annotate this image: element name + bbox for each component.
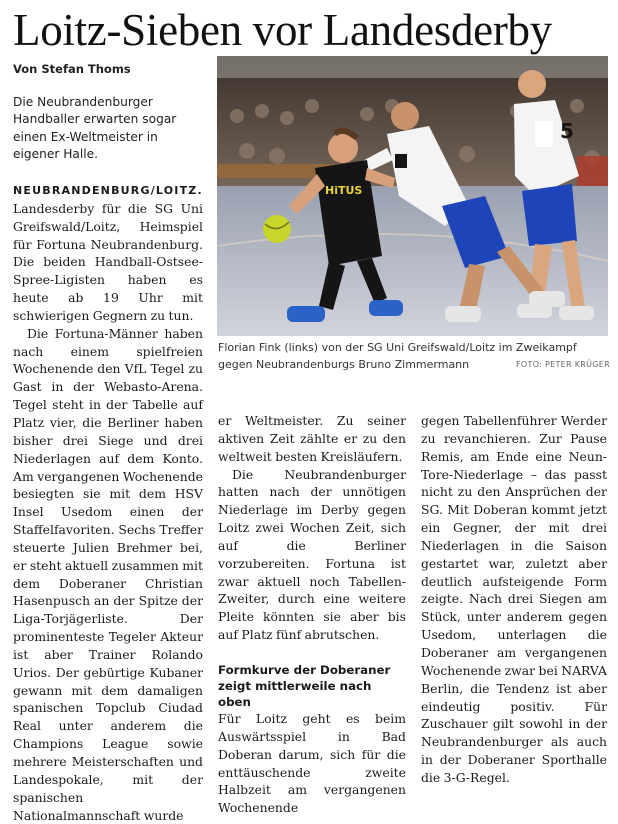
dateline: NEUBRANDENBURG/LOITZ. — [13, 184, 203, 197]
handball-scene-illustration — [217, 56, 608, 336]
headline: Loitz-Sieben vor Landesderby — [13, 5, 552, 55]
article-column-3 — [421, 412, 607, 787]
handball-photo — [217, 56, 608, 336]
article-column-2 — [218, 412, 406, 817]
paragraph-1: Landesderby für die SG Uni Greifswald/Loitz, Heimspiel für Fortuna Neubrandenburg. Die beiden Handball-Ostsee-Spree-Ligisten haben es heute ab 19 Uhr mit schwierigen Gegnern zu tun. — [13, 200, 203, 323]
caption-text: Florian Fink (links) von der SG Uni Greifswald/Loitz im Zweikampf gegen Neubrandenburgs Bruno Zimmermann — [218, 341, 577, 371]
paragraph-2: Die Fortuna-Männer haben nach einem spielfreien Wochenende den VfL Tegel zu Gast in der Webasto-Arena. Tegel steht in der Tabelle auf Platz vier, die Berliner haben bisher drei Siege und drei Niederlagen auf dem Konto. Am vergangenen Wochenende besiegten sie mit dem HSV Insel Usedom einen der Staffelfavoriten. Sechs Treffer steuerte Julien Brehmer bei, er steht aktuell zusammen mit dem Doberaner Christian Hasenpusch an der Spitze der Liga-Torjägerliste. Der prominenteste Tegeler Akteur ist aber Trainer Rolando Urios. Der gebürtige Kubaner gewann mit dem damaligen spanischen Topclub Ciudad Real unter anderem die Champions League sowie mehrere Meisterschaften und Landespokale, mit der spanischen Nationalmannschaft wurde — [13, 325, 203, 823]
byline: Von Stefan Thoms — [13, 62, 131, 76]
jersey-number: 5 — [560, 119, 574, 143]
paragraph-5: Für Loitz geht es beim Auswärtsspiel in Bad Doberan darum, sich für die enttäuschende zweite Halbzeit am vergangenen Wochenende — [218, 710, 406, 816]
teaser: Die Neubrandenburger Handballer erwarten sogar einen Ex-Weltmeister in eigener Halle. — [13, 95, 177, 162]
photo-credit: FOTO: PETER KRÜGER — [516, 360, 610, 369]
subheading: Formkurve der Doberaner zeigt mittlerweile nach oben — [218, 662, 391, 709]
paragraph-6: gegen Tabellenführer Werder zu revanchieren. Zur Pause Remis, am Ende eine Neun-Tore-Niederlage – das passt nicht zu den Ansprüchen der SG. Mit Doberan kommt jetzt ein Gegner, der mit drei Niederlagen in die Saison gestartet war, zuletzt aber deutlich aufsteigende Form zeigte. Nach drei Siegen am Stück, unter anderem gegen Usedom, unterlagen die Doberaner am vergangenen Wochenende zwar bei NARVA Berlin, die Tendenz ist aber eindeutig positiv. Für Zuschauer gilt sowohl in der Neubrandenburger als auch in der Doberaner Sporthalle die 3-G-Regel. — [421, 413, 607, 785]
photo-caption — [218, 339, 610, 373]
paragraph-4: Die Neubrandenburger hatten nach der unnötigen Niederlage im Derby gegen Loitz zwei Wochen Zeit, sich auf die Berliner vorzubereiten. Fortuna ist zwar aktuell noch Tabellen-Zweiter, durch eine weitere Pleite könnten sie aber bis auf Platz fünf abrutschen. — [218, 466, 406, 643]
jersey-sponsor-text: HiTUS — [325, 184, 363, 197]
article-column-1 — [13, 181, 203, 824]
paragraph-3: er Weltmeister. Zu seiner aktiven Zeit zählte er zu den weltweit besten Kreisläufern. — [218, 413, 406, 464]
